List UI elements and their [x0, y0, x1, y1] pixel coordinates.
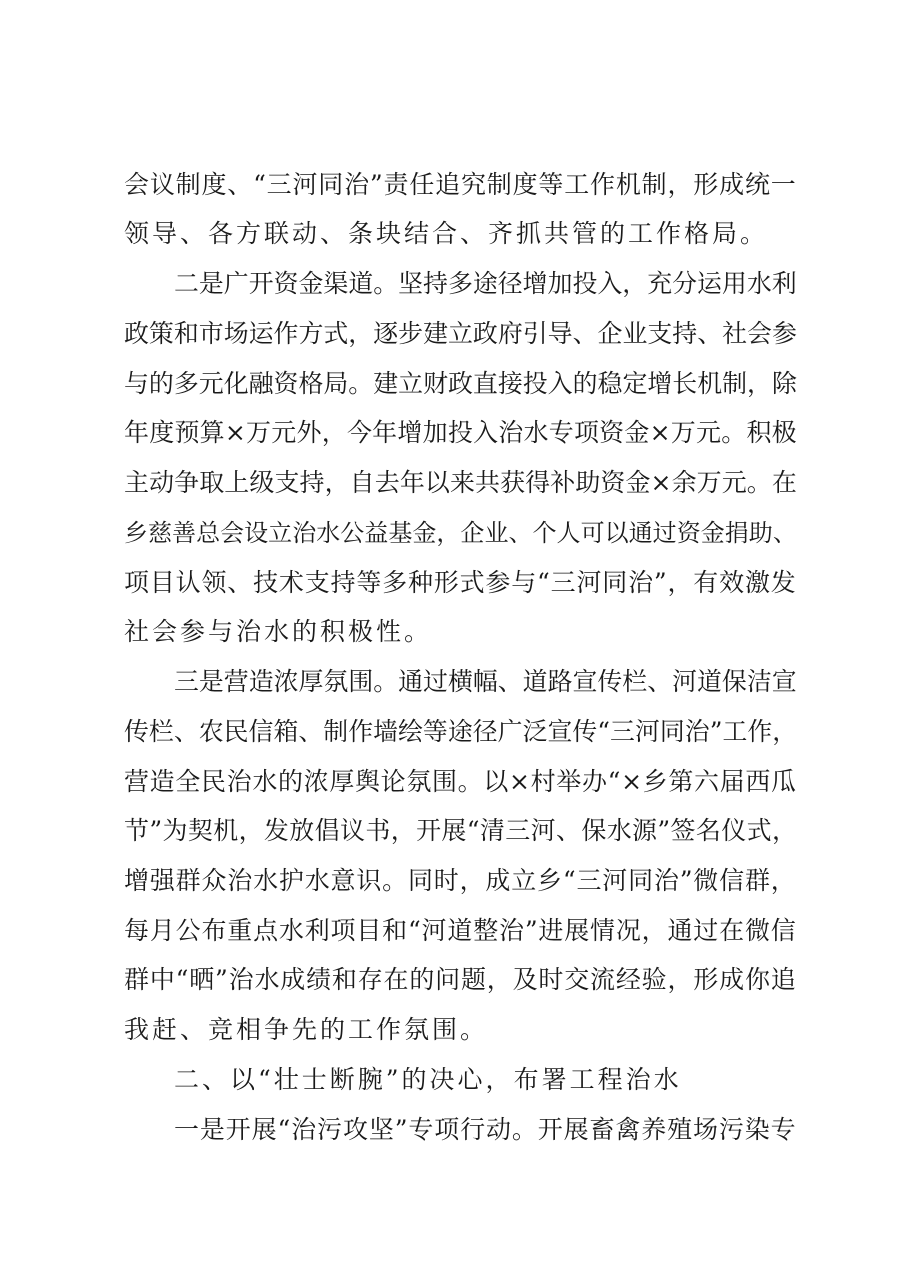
- text-line: 节”为契机，发放倡议书，开展“清三河、保水源”签名仪式，: [124, 816, 798, 845]
- text-line: 营造全民治水的浓厚舆论氛围。以×村举办“×乡第六届西瓜: [124, 767, 797, 796]
- text-line: 三是营造浓厚氛围。通过横幅、道路宣传栏、河道保洁宣: [174, 667, 797, 696]
- text-line: 增强群众治水护水意识。同时，成立乡“三河同治”微信群，: [124, 866, 797, 895]
- text-line: 我赶、竞相争先的工作氛围。: [124, 1015, 489, 1044]
- text-line: 会议制度、“三河同治”责任追究制度等工作机制，形成统一: [124, 170, 797, 199]
- text-line: 社会参与治水的积极性。: [124, 617, 433, 646]
- text-line: 项目认领、技术支持等多种形式参与“三河同治”，有效激发: [124, 568, 797, 597]
- text-line: 领导、各方联动、条块结合、齐抓共管的工作格局。: [124, 219, 769, 248]
- text-line: 传栏、农民信箱、制作墙绘等途径广泛宣传“三河同治”工作，: [124, 717, 798, 746]
- text-line: 一是开展“治污攻坚”专项行动。开展畜禽养殖场污染专: [174, 1115, 797, 1144]
- text-line: 政策和市场运作方式，逐步建立政府引导、企业支持、社会参: [124, 319, 797, 348]
- text-line: 二是广开资金渠道。坚持多途径增加投入，充分运用水利: [174, 269, 797, 298]
- text-line: 年度预算×万元外，今年增加投入治水专项资金×万元。积极: [124, 418, 797, 447]
- text-line: 每月公布重点水利项目和“河道整治”进展情况，通过在微信: [124, 916, 797, 945]
- text-line: 群中“晒”治水成绩和存在的问题，及时交流经验，形成你追: [124, 965, 797, 994]
- text-line: 乡慈善总会设立治水公益基金，企业、个人可以通过资金捐助、: [124, 519, 797, 547]
- text-line: 主动争取上级支持，自去年以来共获得补助资金×余万元。在: [124, 468, 797, 497]
- text-line: 与的多元化融资格局。建立财政直接投入的稳定增长机制，除: [124, 369, 797, 398]
- section-heading: 二、以“壮士断腕”的决心，布署工程治水: [174, 1065, 682, 1094]
